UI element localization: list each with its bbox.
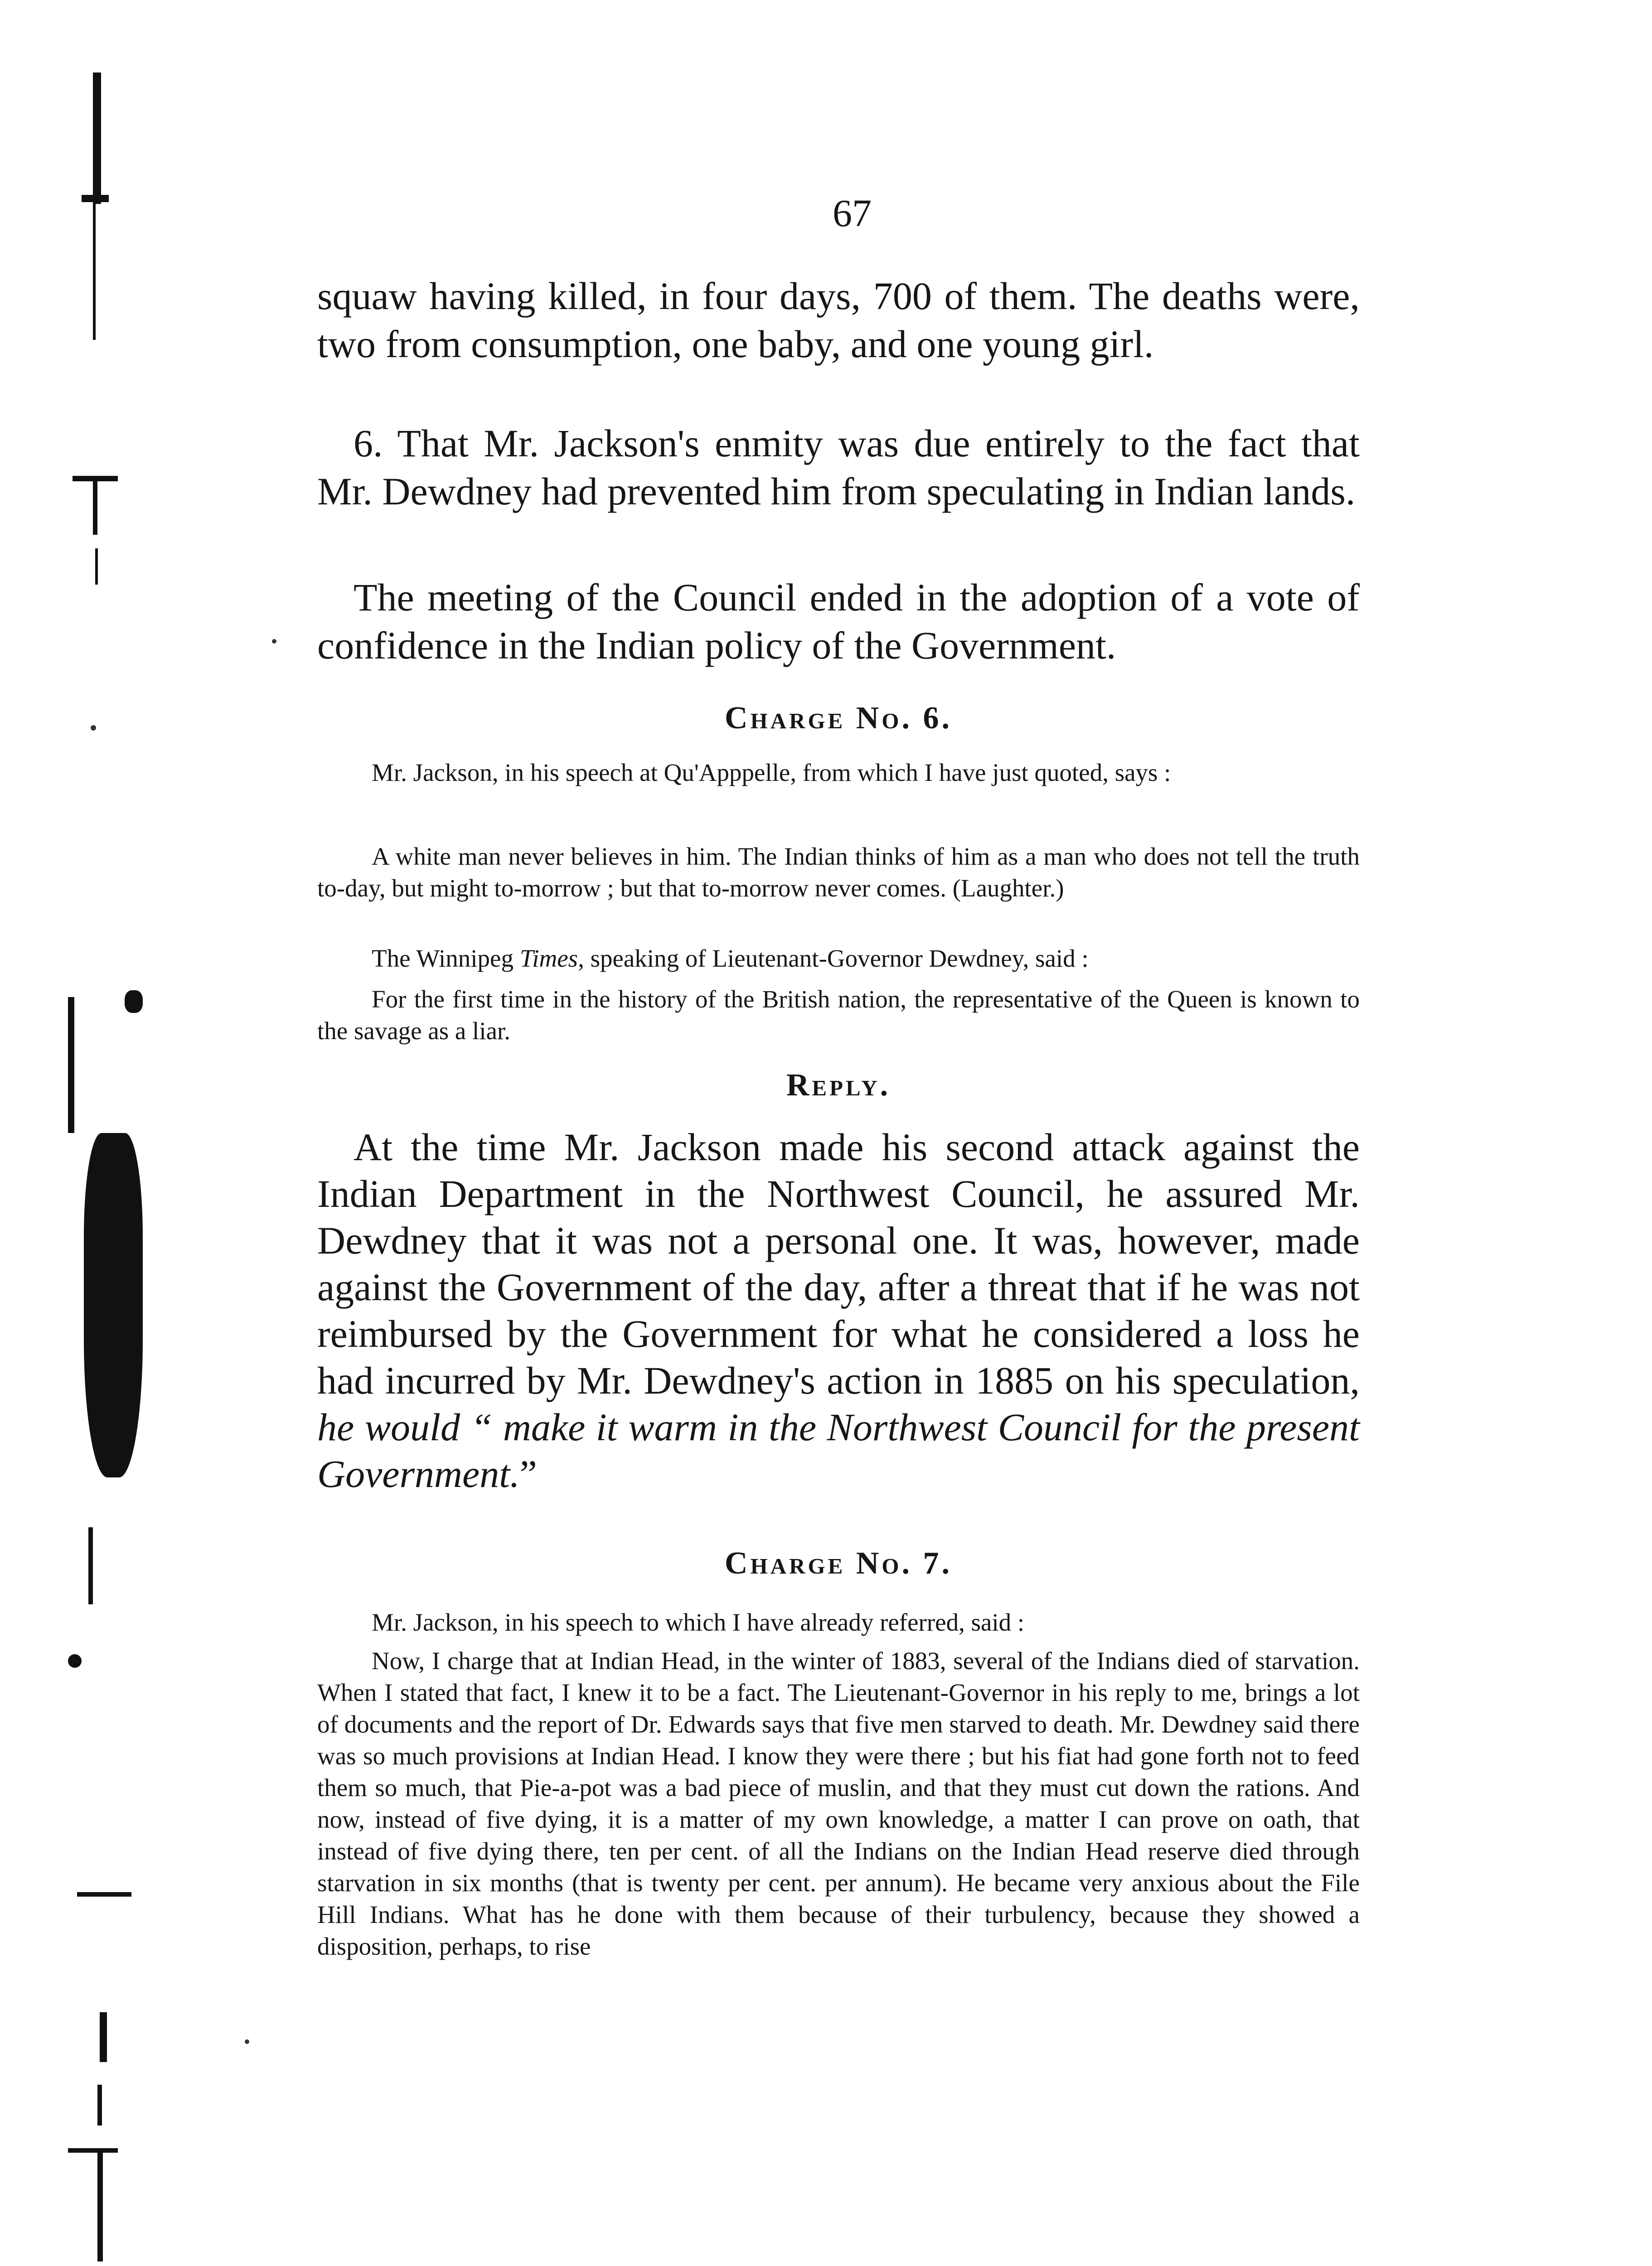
reply-paragraph xyxy=(317,1124,1360,1497)
intro-text xyxy=(317,943,1360,974)
reply-text: At the time Mr. Jackson made his second attack against the Indian Department in the Northwest Council, he assured Mr. Dewdney that it was not a personal one. It was, however, made against the Government of the day, after a threat that if he was not reimbursed by the Government for what he considered a loss he had incurred by Mr. Dewdney's action in 1885 on his speculation, xyxy=(317,1125,1360,1402)
charge-7-quotation xyxy=(317,1645,1360,1962)
intro-text-part: The Winnipeg xyxy=(372,944,520,972)
body-paragraph: The meeting of the Council ended in the adoption of a vote of confidence in the Indian policy of the Government. xyxy=(317,576,1360,667)
closing-quote: ” xyxy=(519,1452,537,1496)
intro-text: Mr. Jackson, in his speech at Qu'Apppelle, from which I have just quoted, says : xyxy=(372,759,1171,786)
intro-text: Mr. Jackson, in his speech to which I have already referred, said : xyxy=(372,1608,1025,1636)
reply-section xyxy=(317,1063,1360,1108)
newspaper-title: Times xyxy=(519,944,578,972)
quotation: A white man never believes in him. The Indian thinks of him as a man who does not tell the truth to-day, but might to-morrow ; but that to-morrow never comes. (Laughter.) xyxy=(317,842,1360,902)
section-heading: Reply. xyxy=(786,1068,891,1103)
charge-7-intro xyxy=(317,1607,1360,1638)
numbered-point-6 xyxy=(317,419,1360,515)
quotation: Now, I charge that at Indian Head, in the winter of 1883, several of the Indians died of starvation. When I stated that fact, I knew it to be a fact. The Lieutenant-Governor in his reply to me, brings a lot of documents and the report of Dr. Edwards says that five men starved to death. Mr. Dewdney said there was so much provisions at Indian Head. I know they were there ; but his fiat had gone forth not to feed them so much, that Pie-a-pot was a bad piece of muslin, and that they must cut down the rations. And now, instead of five dying, it is a matter of my own knowledge, a matter I can prove on oath, that instead of five dying there, ten per cent. of all the Indians on the Indian Head reserve died through starvation in six months (that is twenty per cent. per annum). He became very anxious about the File Hill Indians. What has he done with them because of their turbulency, because they showed a disposition, perhaps, to rise xyxy=(317,1647,1360,1960)
body-paragraph: 6. That Mr. Jackson's enmity was due entirely to the fact that Mr. Dewdney had prevented him from speculating in Indian lands. xyxy=(317,421,1360,513)
charge-6-section xyxy=(317,696,1360,741)
times-quotation xyxy=(317,983,1360,1047)
reply-body xyxy=(317,1124,1360,1497)
continued-paragraph xyxy=(317,272,1360,368)
page-number: 67 xyxy=(833,191,872,235)
charge-6-intro xyxy=(317,757,1360,789)
charge-6-quotation xyxy=(317,841,1360,904)
section-heading: Charge No. 7. xyxy=(725,1546,952,1581)
council-paragraph xyxy=(317,573,1360,669)
charge-7-section xyxy=(317,1541,1360,1586)
quotation: For the first time in the history of the British nation, the representative of the Queen is known to the savage as a liar. xyxy=(317,985,1360,1045)
times-intro xyxy=(317,943,1360,974)
body-paragraph: squaw having killed, in four days, 700 of them. The deaths were, two from consumption, one baby, and one young girl. xyxy=(317,274,1360,366)
reply-italic-quote: he would “ make it warm in the Northwest Council for the present Government. xyxy=(317,1405,1360,1496)
section-heading: Charge No. 6. xyxy=(725,701,952,736)
intro-text-part: , speaking of Lieutenant-Governor Dewdney, said : xyxy=(578,944,1089,972)
